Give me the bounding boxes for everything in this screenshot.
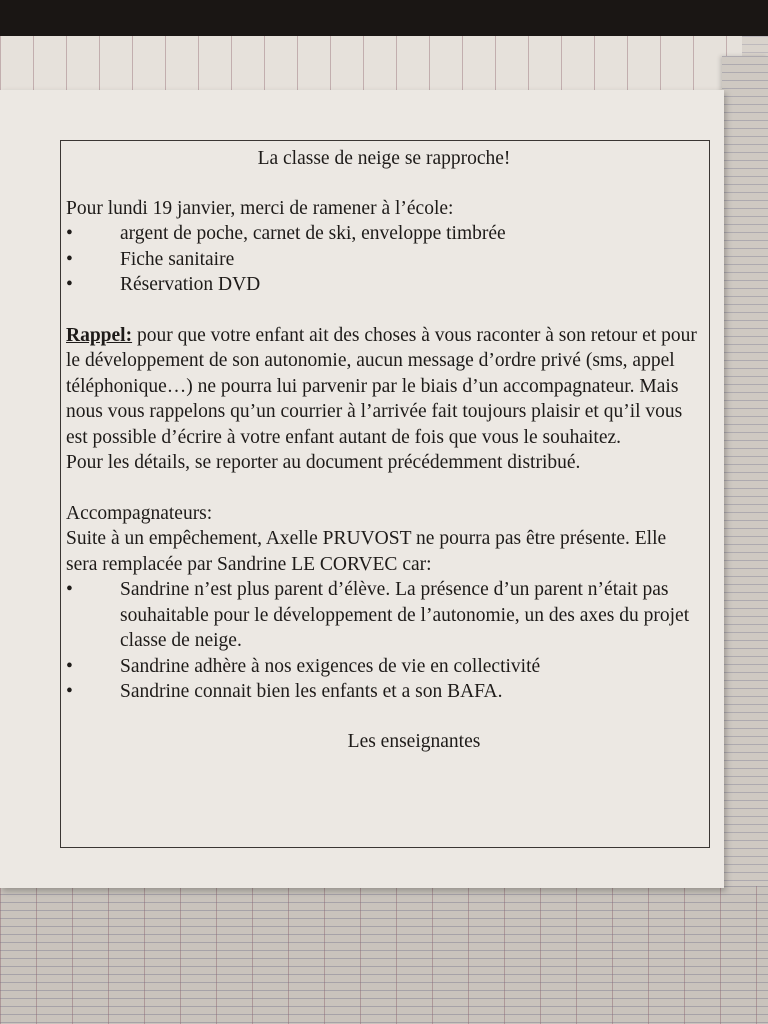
reminder-intro: Pour lundi 19 janvier, merci de ramener à l’école: bbox=[66, 197, 454, 219]
reminder-item-text: Réservation DVD bbox=[120, 274, 261, 295]
notebook-bottom-grid bbox=[0, 886, 768, 1024]
details-note: Pour les détails, se reporter au document précédemment distribué. bbox=[66, 452, 581, 473]
bullet-dot: • bbox=[66, 681, 73, 702]
reminder-item bbox=[66, 247, 702, 273]
notebook-top-margin bbox=[0, 36, 742, 94]
notebook-right-edge bbox=[722, 56, 768, 1024]
signature: Les enseignantes bbox=[347, 730, 481, 752]
reminder-item-text: Fiche sanitaire bbox=[120, 248, 235, 270]
notice-body bbox=[66, 146, 702, 774]
bullet-dot: • bbox=[66, 248, 73, 270]
reminder-item-text: argent de poche, carnet de ski, enveloppe timbrée bbox=[120, 223, 506, 244]
accompagnateurs-item bbox=[66, 654, 702, 680]
bullet-dot: • bbox=[66, 274, 73, 295]
rappel-paragraph bbox=[66, 323, 702, 451]
rappel-label: Rappel: bbox=[66, 324, 133, 346]
bullet-dot: • bbox=[66, 579, 73, 600]
reminder-item bbox=[66, 221, 702, 247]
accompagnateurs-item-text: Sandrine connait bien les enfants et a son BAFA. bbox=[120, 681, 503, 702]
accompagnateurs-intro: Suite à un empêchement, Axelle PRUVOST ne pourra pas être présente. Elle sera remplacée par Sandrine LE CORVEC car: bbox=[66, 528, 667, 575]
notice-title: La classe de neige se rapproche! bbox=[257, 148, 511, 169]
bullet-dot: • bbox=[66, 223, 73, 244]
accompagnateurs-item bbox=[66, 577, 702, 654]
accompagnateurs-item-text: Sandrine n’est plus parent d’élève. La présence d’un parent n’était pas souhaitable pour le développement de l’autonomie, un des axes du projet classe de neige. bbox=[120, 579, 690, 651]
reminder-list bbox=[66, 221, 702, 298]
accompagnateurs-item-text: Sandrine adhère à nos exigences de vie en collectivité bbox=[120, 655, 541, 677]
school-notice-sheet bbox=[0, 90, 724, 888]
reminder-item bbox=[66, 272, 702, 298]
accompagnateurs-list bbox=[66, 577, 702, 705]
bullet-dot: • bbox=[66, 655, 73, 677]
accompagnateurs-item bbox=[66, 679, 702, 705]
accompagnateurs-heading: Accompagnateurs: bbox=[66, 502, 213, 524]
rappel-text: pour que votre enfant ait des choses à vous raconter à son retour et pour le développement de son autonomie, aucun message d’ordre privé (sms, appel téléphonique…) ne pourra lui parvenir par le biais d’un accompagnateur. Mais nous vous rappelons qu’un courrier à l’arrivée fait toujours plaisir et qu’il vous est possible d’écrire à votre enfant autant de fois que vous le souhaitez. bbox=[66, 324, 697, 448]
